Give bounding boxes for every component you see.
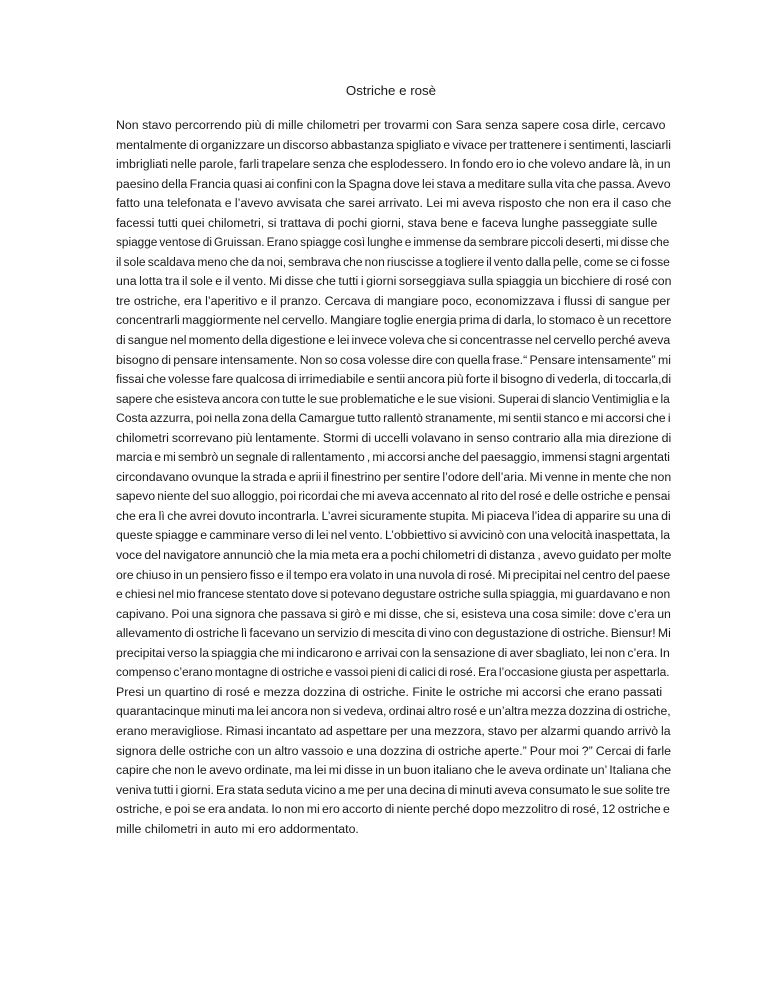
body-line: sapevo niente del suo alloggio, poi ricordai che mi aveva accennato al rito del rosé e delle ostriche e pensai bbox=[116, 489, 671, 504]
body-line: allevamento di ostriche lì facevano un servizio di mescita di vino con degustazione di ostriche. Biensur! Mi bbox=[116, 626, 671, 641]
body-line: bisogno di pensare intensamente. Non so cosa volesse dire con quella frase.“ Pensare intensamente” mi bbox=[116, 352, 671, 367]
body-line: Costa azzurra, poi nella zona della Camargue tutto rallentò stranamente, mi sentii stanco e mi accorsi che i bbox=[116, 411, 671, 426]
body-line: facessi tutti quei chilometri, si trattava di pochi giorni, stava bene e faceva lunghe passeggiate sulle bbox=[116, 215, 658, 230]
body-line: capire che non le avevo ordinate, ma lei mi disse in un buon italiano che le aveva ordinate un’ Italiana che bbox=[116, 763, 672, 778]
body-line: queste spiagge e camminare verso di lei nel vento. L’obbiettivo si avvicinò con una velocità inaspettata, la bbox=[116, 528, 671, 543]
body-line: una lotta tra il sole e il vento. Mi disse che tutti i giorni sorseggiava sulla spiaggia un bicchiere di rosé con bbox=[116, 274, 672, 289]
body-line: imbrigliati nelle parole, farli trapelare senza che esplodessero. In fondo ero io che volevo andare là, in un bbox=[116, 157, 671, 172]
body-line: sapere che esisteva ancora con tutte le sue problematiche e le sue visioni. Superai di slancio Ventimiglia e la bbox=[116, 391, 670, 406]
body-line: mentalmente di organizzare un discorso abbastanza spigliato e vivace per trattenere i sentimenti, lasciarli bbox=[116, 137, 671, 152]
body-line: tre ostriche, era l’aperitivo e il pranzo. Cercava di mangiare poco, economizzava i flussi di sangue per bbox=[116, 293, 671, 308]
body-line: concentrarli maggiormente nel cervello. Mangiare toglie energia prima di darla, lo stomaco è un recettore bbox=[116, 313, 672, 328]
body-line: mille chilometri in auto mi ero addormentato. bbox=[116, 821, 359, 836]
body-line: voce del navigatore annunciò che la mia meta era a pochi chilometri di distanza , avevo guidato per molte bbox=[116, 548, 672, 563]
body-line: signora delle ostriche con un altro vassoio e una dozzina di ostriche aperte.” Pour moi ?” Cercai di farle bbox=[116, 743, 672, 758]
body-line: erano meravigliose. Rimasi incantato ad aspettare per una mezzora, stavo per alzarmi quando arrivò la bbox=[116, 723, 671, 738]
body-line: il sole scaldava meno che da noi, sembrava che non riuscisse a togliere il vento dalla pelle, come se ci fosse bbox=[116, 254, 670, 269]
body-line: e chiesi nel mio francese stentato dove si potevano degustare ostriche sulla spiaggia, mi guardavano e non bbox=[116, 587, 671, 602]
body-line: Non stavo percorrendo più di mille chilometri per trovarmi con Sara senza sapere cosa dirle, cercavo bbox=[116, 118, 666, 132]
body-line: circondavano ovunque la strada e aprii il finestrino per sentire l’odore dell’aria. Mi venne in mente che non bbox=[116, 469, 672, 484]
body-line: quarantacinque minuti ma lei ancora non si vedeva, ordinai altro rosé e un’altra mezza dozzina di ostriche, bbox=[116, 704, 671, 719]
body-line: marcia e mi sembrò un segnale di rallentamento , mi accorsi anche del paesaggio, immensi stagni argentati bbox=[116, 450, 670, 465]
body-line: di sangue nel momento della digestione e lei invece voleva che si concentrasse nel cervello perché aveva bbox=[116, 333, 671, 348]
body-line: chilometri scorrevano più lentamente. Stormi di uccelli volavano in senso contrario alla mia direzione di bbox=[116, 430, 672, 445]
body-line: spiagge ventose di Gruissan. Erano spiagge così lunghe e immense da sembrare piccoli deserti, mi disse che bbox=[116, 235, 670, 250]
body-line: paesino della Francia quasi ai confini con la Spagna dove lei stava a meditare sulla vita che passa. Avevo bbox=[116, 176, 671, 191]
body-line: precipitai verso la spiaggia che mi indicarono e arrivai con la sensazione di aver sbagliato, lei non c’era. In bbox=[116, 645, 670, 660]
body-line: ostriche, e poi se era andata. Io non mi ero accorto di niente perché dopo mezzolitro di rosé, 12 ostriche e bbox=[116, 802, 670, 817]
body-line: veniva tutti i giorni. Era stata seduta vicino a me per una decina di minuti aveva consumato le sue solite tre bbox=[116, 782, 671, 797]
body-line: compenso c’erano montagne di ostriche e vassoi pieni di calici di rosé. Era l’occasione giusta per aspettarla. bbox=[116, 665, 670, 680]
body-line: ore chiuso in un pensiero fisso e il tempo era volato in una nuvola di rosé. Mi precipitai nel centro del paese bbox=[116, 567, 671, 582]
body-line: fissai che volesse fare qualcosa di irrimediabile e sentii ancora più forte il bisogno di vederla, di toccarla,di bbox=[116, 372, 672, 387]
body-line: Presi un quartino di rosé e mezza dozzina di ostriche. Finite le ostriche mi accorsi che erano passati bbox=[116, 684, 663, 699]
body-line: capivano. Poi una signora che passava si girò e mi disse, che si, esisteva una cosa simile: dove c’era un bbox=[116, 606, 671, 621]
document-title: Ostriche e rosè bbox=[345, 83, 437, 98]
body-line: che era lì che avrei dovuto incontrarla. L’avrei sicuramente stupita. Mi piaceva l’idea di apparire su una di bbox=[116, 508, 671, 523]
body-line: fatto una telefonata e l’avevo avvisata che sarei arrivato. Lei mi aveva risposto che non era il caso che bbox=[116, 196, 672, 211]
document-body bbox=[116, 116, 671, 839]
